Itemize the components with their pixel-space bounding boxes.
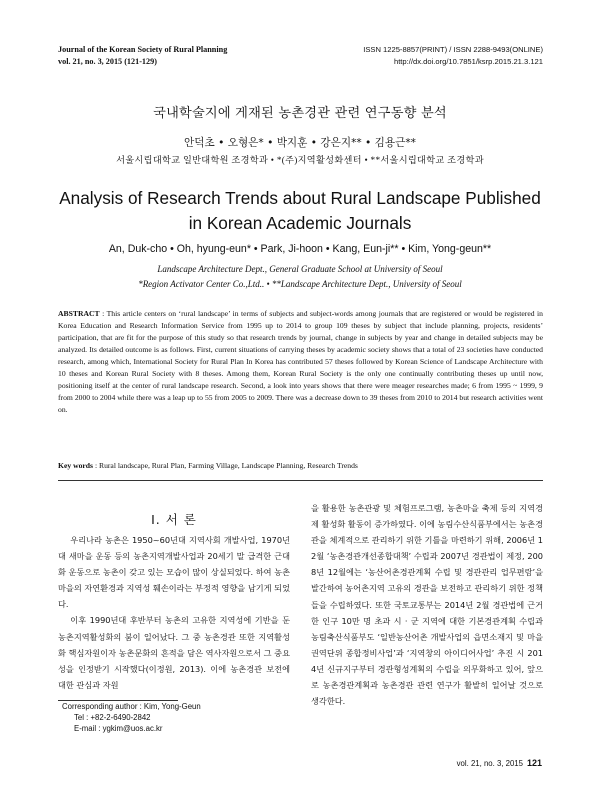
affiliations-korean: 서울시립대학교 일반대학원 조경학과 • *(주)지역활성화센터 • **서울시립대학교 조경학과 bbox=[116, 155, 484, 165]
paragraph: 을 활용한 농촌관광 및 체험프로그램, 농촌마을 축제 등의 지역경제 활성화 활동이 증가하였다. 이에 농림수산식품부에서는 농촌경관을 체계적으로 관리하기 위한 기틀을 마련하기 위해, 2006년 12월 ‘농촌경관개선종합대책’ 수립과 2007년 경관법이 제정, 2008년 12월에는 ‘농산어촌경관계획 수립 및 경관관리 업무편람’을 발간하여 농어촌지역 고유의 경관을 보전하고 관리하기 위한 정책들을 수립하였다. 또한 국토교통부는 2014년 2월 경관법에 근거한 인구 10만 명 초과 시 · 군 지역에 대한 기본경관계획 수립과 농림축산식품부도 ‘일반농산어촌 개발사업의 읍면소재지 및 마을권역단위 종합정비사업’과 ‘지역창의 아이디어사업’ 추진 시 2014년 신규지구부터 경관형성계획의 수립을 의무화하고 있어, 앞으로 농촌경관계획과 농촌경관 관련 연구가 활발히 일어날 것으로 생각한다. bbox=[311, 503, 543, 707]
doi-link[interactable]: http://dx.doi.org/10.7851/ksrp.2015.21.3.121 bbox=[393, 57, 543, 66]
authors-english: An, Duk-cho • Oh, hyung-eun* • Park, Ji-hoon • Kang, Eun-ji** • Kim, Yong-geun** bbox=[108, 243, 492, 255]
affiliations-english bbox=[0, 262, 600, 292]
authors-korean: 안덕초 • 오형은* • 박지훈 • 강은지** • 김용근** bbox=[184, 137, 416, 149]
corresponding-author-footnote bbox=[62, 702, 201, 734]
journal-volume: vol. 21, no. 3, 2015 (121-129) bbox=[58, 57, 157, 66]
paragraph: 우리나라 농촌은 1950~60년대 지역사회 개발사업, 1970년대 새마을 운동 등의 농촌지역개발사업과 20세기 말 급격한 근대화 운동으로 농촌이 갖고 있는 모습이 많이 상실되었다. 하여 농촌마을의 자연환경과 지역성 훼손이라는 부정적 영향을 남기게 되었다. bbox=[58, 535, 290, 610]
footnote-email: E-mail : ygkim@uos.ac.kr bbox=[74, 723, 163, 733]
title-english bbox=[0, 186, 600, 236]
footnote-divider bbox=[58, 700, 178, 701]
issn-header bbox=[363, 44, 543, 68]
section-heading: I. 서 론 bbox=[151, 512, 197, 527]
affiliation-english-line2: *Region Activator Center Co.,Ltd.. • **Landscape Architecture Dept., University of Seoul bbox=[138, 279, 462, 289]
title-korean: 국내학술지에 게재된 농촌경관 관련 연구동향 분석 bbox=[153, 106, 447, 121]
journal-header bbox=[58, 44, 227, 68]
abstract-label: ABSTRACT bbox=[58, 309, 100, 318]
keywords-label: Key words bbox=[58, 461, 94, 470]
issn: ISSN 1225-8857(PRINT) / ISSN 2288-9493(ONLINE) bbox=[363, 45, 543, 54]
title-english-line2: in Korean Academic Journals bbox=[188, 213, 412, 233]
page-number: 121 bbox=[526, 758, 542, 768]
page-footer bbox=[457, 758, 542, 768]
footnote-author: Corresponding author : Kim, Yong-Geun bbox=[62, 702, 201, 711]
footnote-tel: Tel : +82-2-6490-2842 bbox=[74, 712, 151, 722]
abstract bbox=[58, 308, 543, 416]
body-column-right bbox=[311, 500, 543, 709]
body-column-left bbox=[58, 532, 290, 693]
affiliation-english-line1: Landscape Architecture Dept., General Graduate School at University of Seoul bbox=[157, 264, 443, 274]
keywords-text: : Rural landscape, Rural Plan, Farming Village, Landscape Planning, Research Trends bbox=[93, 461, 358, 470]
journal-name: Journal of the Korean Society of Rural Planning bbox=[58, 45, 228, 54]
abstract-text: : This article centers on ‘rural landscape’ in terms of subjects and subject-words among journals that are registered or would be registered in Korea Education and Research Information Service from 1995 up to 2014 to group 109 theses by subject that include planning, projects, residents’ participation, that are fit for the purpose of this study so that research trends by journal, change in subjects by year and change in detailed subjects may be analyzed. Its detailed outcome is as follows. First, current situations of carrying theses by academic society shows that a total of 23 societies have conducted research, among which, International Society for Rural Plan In Korea has contributed 57 theses followed by Korean Science of Landscape Architecture with 10 theses and Korean Rural Society with 8 theses. Among them, Korean Rural Society is the only one continually contributing theses up until now, positioning itself at the center of rural landscape research. Second, a look into years shows that there were meager researches made; 6 from 1995 ~ 1999, 9 from 2000 to 2004 while there was a leap up to 55 from 2005 to 2009. There was a decrease down to 39 theses from 2010 to 2014 but research activities went on. bbox=[58, 309, 543, 414]
paragraph: 이후 1990년대 후반부터 농촌의 고유한 지역성에 기반을 둔 농촌지역활성화의 붐이 일어났다. 그 중 농촌경관 또한 지역활성화 핵심자원이자 농촌문화의 흔적을 담은 역사자원으로서 그 중요성을 인정받기 시작했다(이정원, 2013). 이에 농촌경관 보전에 대한 관심과 자원 bbox=[58, 615, 290, 690]
divider bbox=[58, 480, 543, 481]
footer-volume: vol. 21, no. 3, 2015 bbox=[456, 759, 523, 768]
keywords bbox=[58, 461, 543, 470]
title-english-line1: Analysis of Research Trends about Rural Landscape Published bbox=[59, 188, 541, 208]
